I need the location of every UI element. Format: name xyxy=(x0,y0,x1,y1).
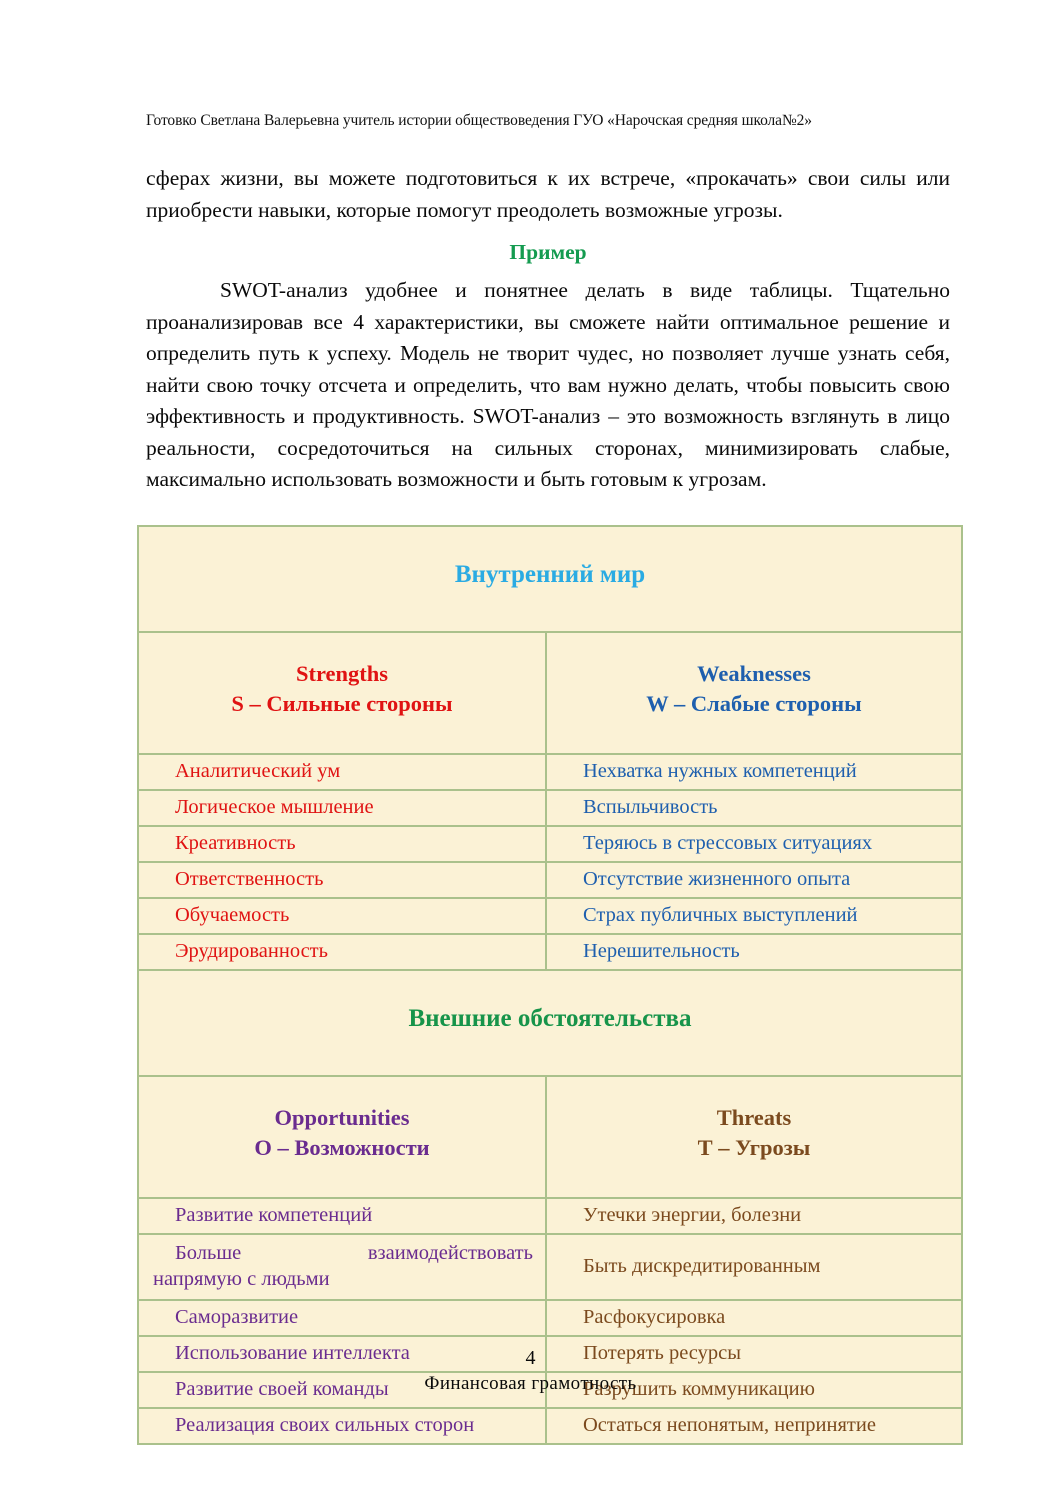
weaknesses-item: Теряюсь в стрессовых ситуациях xyxy=(546,826,962,862)
threats-title-en: Threats xyxy=(716,1105,792,1130)
table-row xyxy=(138,826,962,862)
band-internal-world: Внутренний мир xyxy=(138,526,962,632)
table-row-quadrant-heads-top xyxy=(138,632,962,754)
quadrant-head-opportunities xyxy=(138,1076,546,1198)
opportunities-title-ru: О – Возможности xyxy=(254,1135,430,1160)
table-row xyxy=(138,790,962,826)
weaknesses-item: Отсутствие жизненного опыта xyxy=(546,862,962,898)
table-row xyxy=(138,898,962,934)
opportunities-title-en: Opportunities xyxy=(274,1105,410,1130)
table-row xyxy=(138,1234,962,1300)
weaknesses-item: Нерешительность xyxy=(546,934,962,970)
threats-item: Быть дискредитированным xyxy=(546,1234,962,1300)
paragraph-continued: сферах жизни, вы можете подготовиться к их встрече, «прокачать» свои силы или приобрести навыки, которые помогут преодолеть возможные угрозы. xyxy=(146,166,950,222)
table-row xyxy=(138,934,962,970)
strengths-item: Обучаемость xyxy=(138,898,546,934)
page-number: 4 xyxy=(525,1347,536,1369)
table-row xyxy=(138,1408,962,1444)
strengths-item: Креативность xyxy=(138,826,546,862)
threats-item: Разрушить коммуникацию xyxy=(546,1372,962,1408)
weaknesses-item: Страх публичных выступлений xyxy=(546,898,962,934)
strengths-title-en: Strengths xyxy=(295,661,389,686)
weaknesses-title-en: Weaknesses xyxy=(697,661,811,686)
threats-item: Потерять ресурсы xyxy=(546,1336,962,1372)
page-footer xyxy=(0,1345,1061,1397)
document-name: Финансовая грамотность xyxy=(424,1373,637,1394)
opportunities-item: Развитие своей команды xyxy=(138,1372,546,1408)
table-row-band-external xyxy=(138,970,962,1076)
strengths-item: Эрудированность xyxy=(138,934,546,970)
opportunities-item: Саморазвитие xyxy=(138,1300,546,1336)
paragraph-main xyxy=(146,275,950,496)
swot-table xyxy=(137,525,963,1445)
running-header: Готовко Светлана Валерьевна учитель истории обществоведения ГУО «Нарочская средняя школа№2» xyxy=(146,112,812,129)
table-row xyxy=(138,754,962,790)
table-row xyxy=(138,1198,962,1234)
table-row-band-internal xyxy=(138,526,962,632)
opportunities-item: Реализация своих сильных сторон xyxy=(138,1408,546,1444)
threats-item: Остаться непонятым, непринятие xyxy=(546,1408,962,1444)
opportunities-item: Использование интеллекта xyxy=(138,1336,546,1372)
opportunities-item: Развитие компетенций xyxy=(138,1198,546,1234)
band-external-circumstances: Внешние обстоятельства xyxy=(138,970,962,1076)
strengths-item: Логическое мышление xyxy=(138,790,546,826)
paragraph-main-text: SWOT-анализ удобнее и понятнее делать в виде таблицы. Тщательно проанализировав все 4 характеристики, вы сможете найти оптимальное решение и определить путь к успеху. Модель не творит чудес, но позволяет лучше узнать себя, найти свою точку отсчета и определить, что вам нужно делать, чтобы повысить свою эффективность и продуктивность. SWOT-анализ – это возможность взглянуть в лицо реальности, сосредоточиться на сильных сторонах, минимизировать слабые, максимально использовать возможности и быть готовым к угрозам. xyxy=(146,278,950,491)
quadrant-head-threats xyxy=(546,1076,962,1198)
strengths-title-ru: S – Сильные стороны xyxy=(231,691,453,716)
weaknesses-title-ru: W – Слабые стороны xyxy=(646,691,862,716)
table-row xyxy=(138,862,962,898)
threats-item: Утечки энергии, болезни xyxy=(546,1198,962,1234)
section-heading-example: Пример xyxy=(509,240,587,264)
quadrant-head-weaknesses xyxy=(546,632,962,754)
strengths-item: Ответственность xyxy=(138,862,546,898)
opportunities-item xyxy=(138,1234,546,1300)
weaknesses-item: Нехватка нужных компетенций xyxy=(546,754,962,790)
table-row-quadrant-heads-bottom xyxy=(138,1076,962,1198)
opportunities-item-line1: Больше взаимодействовать xyxy=(175,1242,533,1264)
threats-item: Расфокусировка xyxy=(546,1300,962,1336)
table-row xyxy=(138,1300,962,1336)
opportunities-item-line2: напрямую с людьми xyxy=(153,1268,330,1290)
strengths-item: Аналитический ум xyxy=(138,754,546,790)
quadrant-head-strengths xyxy=(138,632,546,754)
threats-title-ru: Т – Угрозы xyxy=(697,1135,811,1160)
weaknesses-item: Вспыльчивость xyxy=(546,790,962,826)
